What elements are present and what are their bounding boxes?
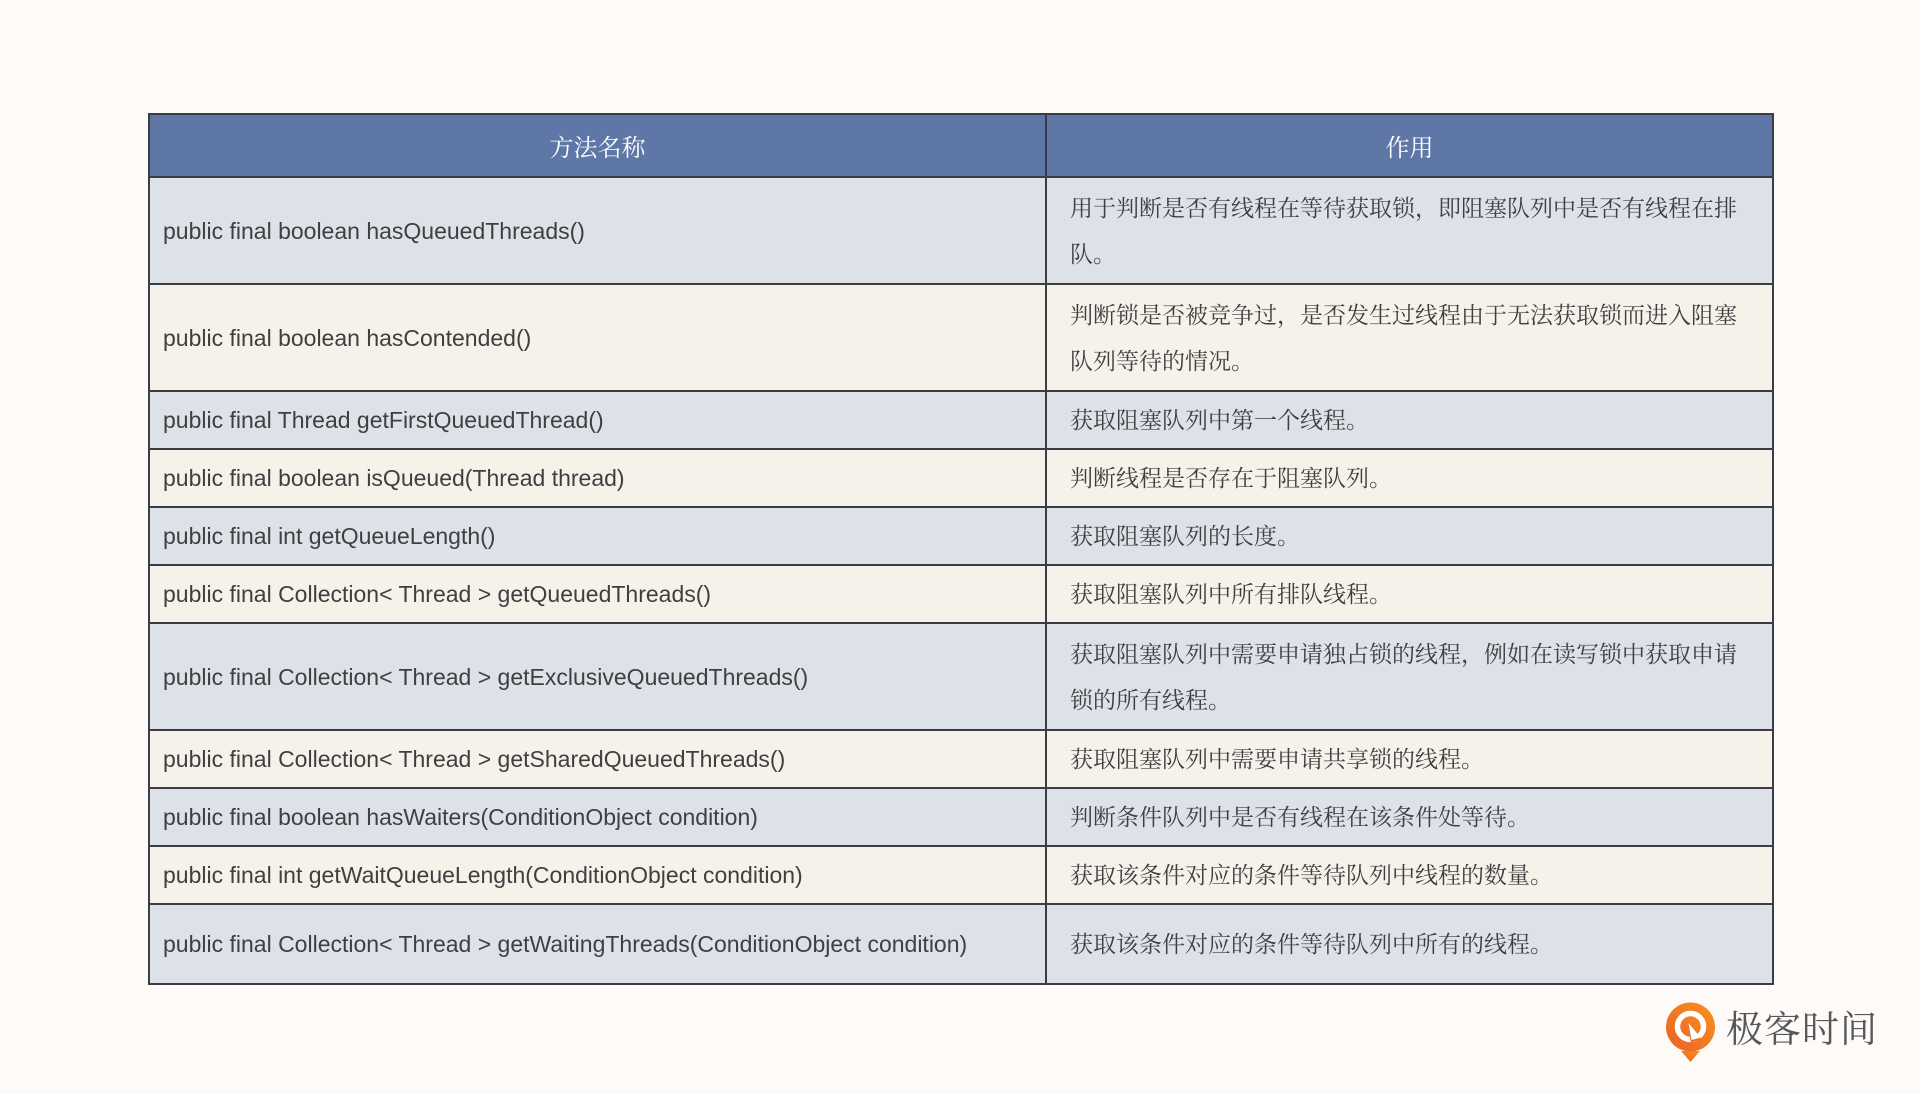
column-header-purpose: 作用 bbox=[1046, 114, 1773, 177]
method-name-cell: public final Collection< Thread > getSharedQueuedThreads() bbox=[149, 730, 1046, 788]
table-row bbox=[149, 449, 1773, 507]
purpose-cell: 判断条件队列中是否有线程在该条件处等待。 bbox=[1046, 788, 1773, 846]
purpose-cell: 用于判断是否有线程在等待获取锁，即阻塞队列中是否有线程在排队。 bbox=[1046, 177, 1773, 284]
table-row bbox=[149, 507, 1773, 565]
method-name-cell: public final Collection< Thread > getWaitingThreads(ConditionObject condition) bbox=[149, 904, 1046, 984]
table-row bbox=[149, 846, 1773, 904]
methods-table-container bbox=[148, 113, 1774, 985]
method-name-cell: public final boolean hasQueuedThreads() bbox=[149, 177, 1046, 284]
table-header-row bbox=[149, 114, 1773, 177]
purpose-cell: 获取阻塞队列中第一个线程。 bbox=[1046, 391, 1773, 449]
method-name-cell: public final boolean isQueued(Thread thread) bbox=[149, 449, 1046, 507]
method-name-cell: public final boolean hasContended() bbox=[149, 284, 1046, 391]
purpose-cell: 获取该条件对应的条件等待队列中所有的线程。 bbox=[1046, 904, 1773, 984]
methods-table bbox=[148, 113, 1774, 985]
method-name-cell: public final int getQueueLength() bbox=[149, 507, 1046, 565]
purpose-cell: 获取阻塞队列中需要申请共享锁的线程。 bbox=[1046, 730, 1773, 788]
table-row bbox=[149, 788, 1773, 846]
method-name-cell: public final int getWaitQueueLength(ConditionObject condition) bbox=[149, 846, 1046, 904]
method-name-cell: public final Thread getFirstQueuedThread() bbox=[149, 391, 1046, 449]
brand-name: 极客时间 bbox=[1726, 1009, 1878, 1050]
table-row bbox=[149, 284, 1773, 391]
table-row bbox=[149, 904, 1773, 984]
geektime-pin-icon bbox=[1664, 1002, 1717, 1063]
method-name-cell: public final Collection< Thread > getQueuedThreads() bbox=[149, 565, 1046, 623]
purpose-cell: 获取阻塞队列的长度。 bbox=[1046, 507, 1773, 565]
table-row bbox=[149, 565, 1773, 623]
method-name-cell: public final Collection< Thread > getExclusiveQueuedThreads() bbox=[149, 623, 1046, 730]
method-name-cell: public final boolean hasWaiters(ConditionObject condition) bbox=[149, 788, 1046, 846]
brand-footer bbox=[1664, 1002, 1878, 1063]
table-row bbox=[149, 730, 1773, 788]
table-row bbox=[149, 177, 1773, 284]
purpose-cell: 判断锁是否被竞争过，是否发生过线程由于无法获取锁而进入阻塞队列等待的情况。 bbox=[1046, 284, 1773, 391]
purpose-cell: 获取阻塞队列中所有排队线程。 bbox=[1046, 565, 1773, 623]
column-header-method-name: 方法名称 bbox=[149, 114, 1046, 177]
purpose-cell: 判断线程是否存在于阻塞队列。 bbox=[1046, 449, 1773, 507]
table-row bbox=[149, 391, 1773, 449]
purpose-cell: 获取阻塞队列中需要申请独占锁的线程，例如在读写锁中获取申请锁的所有线程。 bbox=[1046, 623, 1773, 730]
table-row bbox=[149, 623, 1773, 730]
purpose-cell: 获取该条件对应的条件等待队列中线程的数量。 bbox=[1046, 846, 1773, 904]
